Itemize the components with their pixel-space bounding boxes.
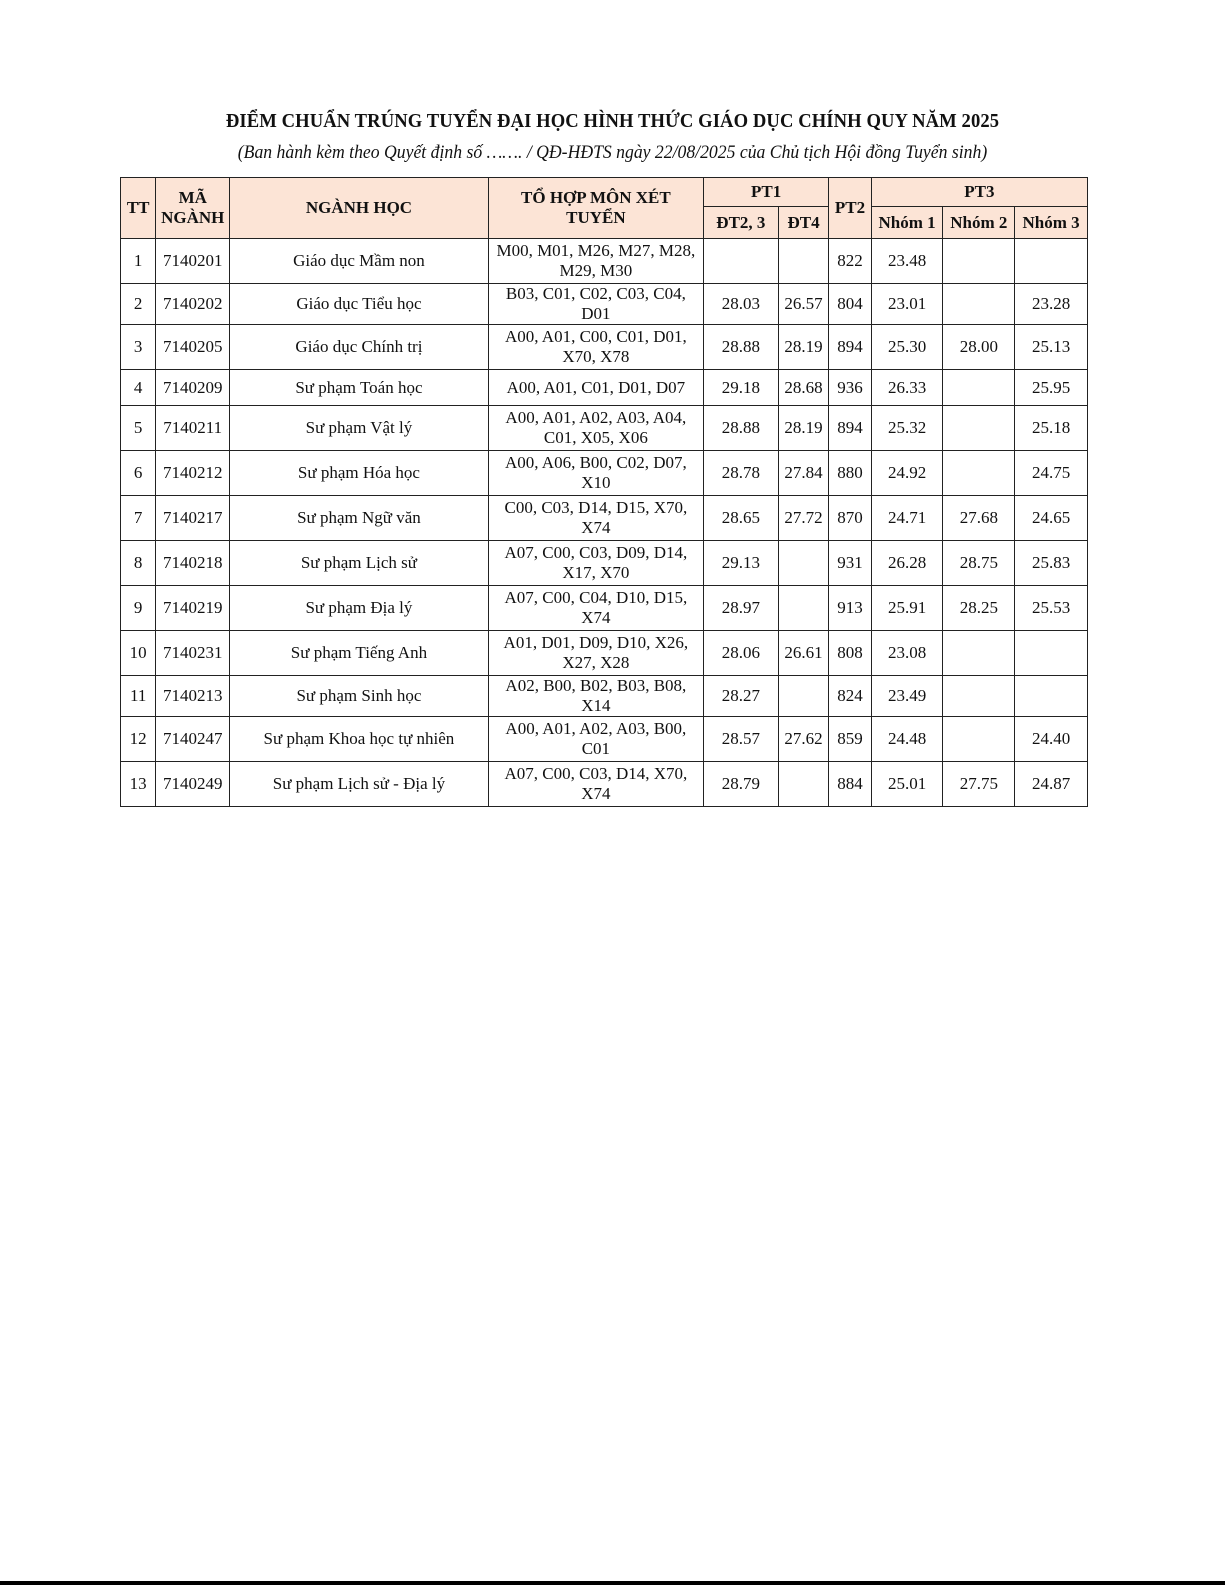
- cell-to-hop: B03, C01, C02, C03, C04, D01: [488, 284, 703, 325]
- cell-to-hop: A00, A06, B00, C02, D07, X10: [488, 451, 703, 496]
- cell-dt23: 28.57: [703, 717, 778, 762]
- cell-dt4: 28.19: [778, 406, 829, 451]
- cell-dt23: 28.88: [703, 325, 778, 370]
- table-row: [121, 586, 1088, 631]
- cell-dt4: 28.19: [778, 325, 829, 370]
- cell-dt23: 28.06: [703, 631, 778, 676]
- cell-nhom3: 24.40: [1015, 717, 1088, 762]
- cell-nhom1: 24.71: [871, 496, 943, 541]
- cell-nhom3: [1015, 631, 1088, 676]
- cell-ma-nganh: 7140212: [156, 451, 230, 496]
- header-row-top: [121, 178, 1088, 207]
- cell-nhom3: 24.75: [1015, 451, 1088, 496]
- cell-nhom1: 23.49: [871, 676, 943, 717]
- table-row: [121, 284, 1088, 325]
- cell-pt2: 808: [829, 631, 871, 676]
- cell-nhom3: 25.13: [1015, 325, 1088, 370]
- cell-dt23: 28.79: [703, 762, 778, 807]
- cell-pt2: 822: [829, 239, 871, 284]
- table-row: [121, 451, 1088, 496]
- cell-nhom3: 24.65: [1015, 496, 1088, 541]
- cell-tt: 9: [121, 586, 156, 631]
- cell-tt: 7: [121, 496, 156, 541]
- header-pt1: PT1: [703, 178, 828, 207]
- cell-nhom1: 25.01: [871, 762, 943, 807]
- cell-nhom2: 28.75: [943, 541, 1015, 586]
- cell-nhom1: 23.08: [871, 631, 943, 676]
- cell-nhom2: [943, 370, 1015, 406]
- cell-nhom1: 23.01: [871, 284, 943, 325]
- cell-dt23: 28.78: [703, 451, 778, 496]
- header-to-hop: TỔ HỢP MÔN XÉT TUYỂN: [488, 178, 703, 239]
- header-nhom1: Nhóm 1: [871, 207, 943, 239]
- document-subtitle: (Ban hành kèm theo Quyết định số ……. / QĐ-HĐTS ngày 22/08/2025 của Chủ tịch Hội đồng Tuyển sinh): [237, 142, 988, 163]
- cell-nhom2: [943, 717, 1015, 762]
- cell-pt2: 894: [829, 325, 871, 370]
- cell-tt: 4: [121, 370, 156, 406]
- cell-tt: 11: [121, 676, 156, 717]
- cell-nganh-hoc: Sư phạm Hóa học: [230, 451, 489, 496]
- cell-dt4: [778, 676, 829, 717]
- cell-dt4: 27.84: [778, 451, 829, 496]
- header-nganh-hoc: NGÀNH HỌC: [230, 178, 489, 239]
- cell-to-hop: A00, A01, C00, C01, D01, X70, X78: [488, 325, 703, 370]
- cell-tt: 3: [121, 325, 156, 370]
- cell-nhom1: 25.32: [871, 406, 943, 451]
- header-ma-nganh: MÃ NGÀNH: [156, 178, 230, 239]
- cell-dt23: 28.65: [703, 496, 778, 541]
- cell-ma-nganh: 7140249: [156, 762, 230, 807]
- header-tt: TT: [121, 178, 156, 239]
- header-nhom3: Nhóm 3: [1015, 207, 1088, 239]
- cell-nhom2: [943, 451, 1015, 496]
- table-row: [121, 496, 1088, 541]
- cell-to-hop: A07, C00, C04, D10, D15, X74: [488, 586, 703, 631]
- cell-nhom2: 28.00: [943, 325, 1015, 370]
- cell-nhom2: [943, 631, 1015, 676]
- cell-dt4: [778, 762, 829, 807]
- cell-nhom3: 24.87: [1015, 762, 1088, 807]
- cell-pt2: 913: [829, 586, 871, 631]
- cell-tt: 12: [121, 717, 156, 762]
- cell-tt: 5: [121, 406, 156, 451]
- cell-dt23: 28.97: [703, 586, 778, 631]
- table-row: [121, 762, 1088, 807]
- table-row: [121, 325, 1088, 370]
- cell-dt23: 29.18: [703, 370, 778, 406]
- cell-to-hop: A00, A01, C01, D01, D07: [488, 370, 703, 406]
- page-bottom-rule: [0, 1581, 1225, 1585]
- cell-nganh-hoc: Sư phạm Ngữ văn: [230, 496, 489, 541]
- cell-to-hop: M00, M01, M26, M27, M28, M29, M30: [488, 239, 703, 284]
- table-row: [121, 717, 1088, 762]
- cell-pt2: 880: [829, 451, 871, 496]
- header-dt23: ĐT2, 3: [703, 207, 778, 239]
- table-row: [121, 239, 1088, 284]
- cell-dt23: 28.27: [703, 676, 778, 717]
- cell-pt2: 894: [829, 406, 871, 451]
- cell-pt2: 936: [829, 370, 871, 406]
- cell-nhom1: 24.48: [871, 717, 943, 762]
- cell-tt: 8: [121, 541, 156, 586]
- cell-nhom2: [943, 284, 1015, 325]
- cell-nhom2: [943, 406, 1015, 451]
- cell-ma-nganh: 7140202: [156, 284, 230, 325]
- cell-dt23: 28.03: [703, 284, 778, 325]
- table-row: [121, 631, 1088, 676]
- cell-pt2: 824: [829, 676, 871, 717]
- cell-dt23: [703, 239, 778, 284]
- cell-nhom2: 28.25: [943, 586, 1015, 631]
- table-row: [121, 370, 1088, 406]
- document-title: ĐIỂM CHUẨN TRÚNG TUYỂN ĐẠI HỌC HÌNH THỨC GIÁO DỤC CHÍNH QUY NĂM 2025: [225, 110, 1000, 132]
- cell-ma-nganh: 7140219: [156, 586, 230, 631]
- cell-nhom2: [943, 676, 1015, 717]
- cell-nhom1: 26.28: [871, 541, 943, 586]
- cell-tt: 13: [121, 762, 156, 807]
- cell-nganh-hoc: Giáo dục Mầm non: [230, 239, 489, 284]
- header-pt3: PT3: [871, 178, 1087, 207]
- cell-nhom3: [1015, 676, 1088, 717]
- cell-nganh-hoc: Sư phạm Toán học: [230, 370, 489, 406]
- cell-dt4: [778, 239, 829, 284]
- cell-to-hop: A07, C00, C03, D09, D14, X17, X70: [488, 541, 703, 586]
- cell-ma-nganh: 7140218: [156, 541, 230, 586]
- cell-dt4: [778, 586, 829, 631]
- cell-nhom2: [943, 239, 1015, 284]
- cell-nganh-hoc: Sư phạm Sinh học: [230, 676, 489, 717]
- cell-tt: 2: [121, 284, 156, 325]
- cell-to-hop: A07, C00, C03, D14, X70, X74: [488, 762, 703, 807]
- cell-ma-nganh: 7140209: [156, 370, 230, 406]
- cell-to-hop: A01, D01, D09, D10, X26, X27, X28: [488, 631, 703, 676]
- header-nhom2: Nhóm 2: [943, 207, 1015, 239]
- cell-nganh-hoc: Sư phạm Vật lý: [230, 406, 489, 451]
- cell-tt: 6: [121, 451, 156, 496]
- table-row: [121, 541, 1088, 586]
- cell-nhom3: 25.18: [1015, 406, 1088, 451]
- admission-scores-table: [120, 177, 1088, 807]
- cell-dt4: 28.68: [778, 370, 829, 406]
- cell-nganh-hoc: Sư phạm Tiếng Anh: [230, 631, 489, 676]
- cell-to-hop: A00, A01, A02, A03, B00, C01: [488, 717, 703, 762]
- cell-to-hop: A00, A01, A02, A03, A04, C01, X05, X06: [488, 406, 703, 451]
- cell-tt: 1: [121, 239, 156, 284]
- cell-nganh-hoc: Sư phạm Lịch sử - Địa lý: [230, 762, 489, 807]
- cell-nganh-hoc: Sư phạm Địa lý: [230, 586, 489, 631]
- cell-pt2: 931: [829, 541, 871, 586]
- cell-nhom2: 27.75: [943, 762, 1015, 807]
- cell-tt: 10: [121, 631, 156, 676]
- cell-pt2: 859: [829, 717, 871, 762]
- table-row: [121, 676, 1088, 717]
- cell-nhom3: 25.95: [1015, 370, 1088, 406]
- cell-ma-nganh: 7140247: [156, 717, 230, 762]
- header-dt4: ĐT4: [778, 207, 829, 239]
- cell-nganh-hoc: Giáo dục Tiểu học: [230, 284, 489, 325]
- cell-dt4: [778, 541, 829, 586]
- cell-dt4: 26.57: [778, 284, 829, 325]
- cell-nhom1: 25.91: [871, 586, 943, 631]
- cell-pt2: 804: [829, 284, 871, 325]
- cell-pt2: 884: [829, 762, 871, 807]
- cell-nhom3: 25.83: [1015, 541, 1088, 586]
- cell-nhom1: 25.30: [871, 325, 943, 370]
- cell-nhom1: 24.92: [871, 451, 943, 496]
- cell-nhom1: 26.33: [871, 370, 943, 406]
- cell-pt2: 870: [829, 496, 871, 541]
- cell-nhom3: 25.53: [1015, 586, 1088, 631]
- cell-ma-nganh: 7140213: [156, 676, 230, 717]
- cell-ma-nganh: 7140211: [156, 406, 230, 451]
- cell-nganh-hoc: Giáo dục Chính trị: [230, 325, 489, 370]
- cell-dt23: 28.88: [703, 406, 778, 451]
- cell-dt4: 27.62: [778, 717, 829, 762]
- cell-nganh-hoc: Sư phạm Lịch sử: [230, 541, 489, 586]
- cell-ma-nganh: 7140205: [156, 325, 230, 370]
- cell-ma-nganh: 7140231: [156, 631, 230, 676]
- cell-nhom3: 23.28: [1015, 284, 1088, 325]
- cell-ma-nganh: 7140217: [156, 496, 230, 541]
- cell-to-hop: A02, B00, B02, B03, B08, X14: [488, 676, 703, 717]
- cell-nhom2: 27.68: [943, 496, 1015, 541]
- cell-dt4: 26.61: [778, 631, 829, 676]
- cell-ma-nganh: 7140201: [156, 239, 230, 284]
- header-pt2: PT2: [829, 178, 871, 239]
- cell-to-hop: C00, C03, D14, D15, X70, X74: [488, 496, 703, 541]
- cell-dt23: 29.13: [703, 541, 778, 586]
- cell-nhom3: [1015, 239, 1088, 284]
- cell-dt4: 27.72: [778, 496, 829, 541]
- cell-nhom1: 23.48: [871, 239, 943, 284]
- cell-nganh-hoc: Sư phạm Khoa học tự nhiên: [230, 717, 489, 762]
- table-row: [121, 406, 1088, 451]
